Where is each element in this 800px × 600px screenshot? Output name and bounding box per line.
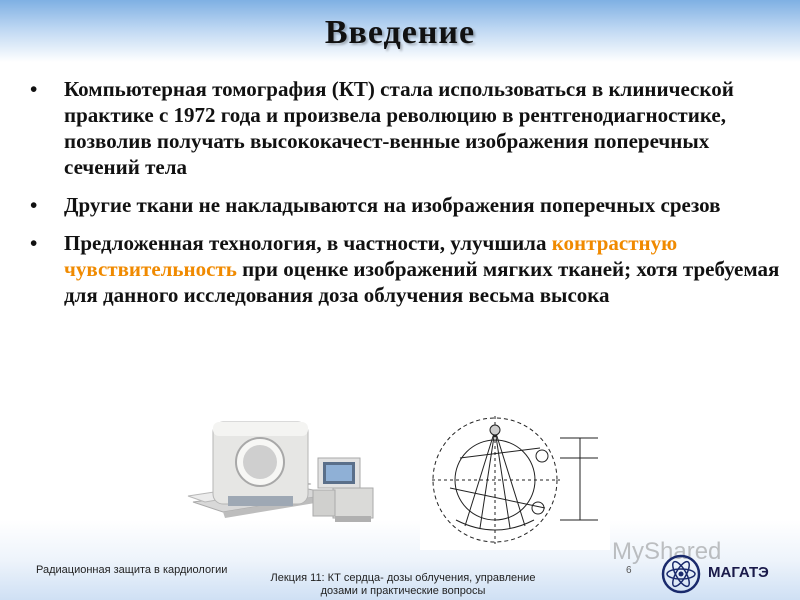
footer-course-title: Радиационная защита в кардиологии bbox=[36, 564, 228, 576]
watermark: MyShared bbox=[612, 538, 722, 565]
bullet-glyph: • bbox=[30, 77, 38, 101]
bullet-item bbox=[30, 230, 780, 308]
iaea-emblem-icon bbox=[660, 553, 702, 595]
slide-title: Введение bbox=[324, 14, 476, 51]
highlighted-phrase: контрастную чувствительность bbox=[64, 231, 678, 281]
bullet-glyph: • bbox=[30, 231, 38, 255]
ct-geometry-diagram bbox=[420, 408, 610, 550]
page-number: 6 bbox=[626, 565, 632, 576]
bullet-glyph: • bbox=[30, 193, 38, 217]
footer-lecture-title: Лекция 11: КТ сердца- дозы облучения, управление дозами и практические вопросы bbox=[270, 572, 536, 597]
bullet-text-end: при оценке изображений мягких тканей; хотя требуемая для данного исследования доза облучения весьма высока bbox=[64, 257, 780, 307]
bullet-text: Компьютерная томография (КТ) стала использоваться в клинической практике с 1972 года и произвела революцию в рентгенодиагностике, позволив получать высококачест-венные изображения поперечных сечений тела bbox=[64, 77, 734, 179]
bullet-item bbox=[30, 76, 780, 180]
ct-scanner-image bbox=[183, 410, 388, 530]
bullet-text-start: Предложенная технология, в частности, улучшила bbox=[64, 231, 552, 255]
logo-text: МАГАТЭ bbox=[708, 564, 769, 581]
bullet-text: Другие ткани не накладываются на изображения поперечных срезов bbox=[64, 193, 721, 217]
bullet-item bbox=[30, 192, 780, 218]
bullet-list bbox=[30, 76, 780, 320]
